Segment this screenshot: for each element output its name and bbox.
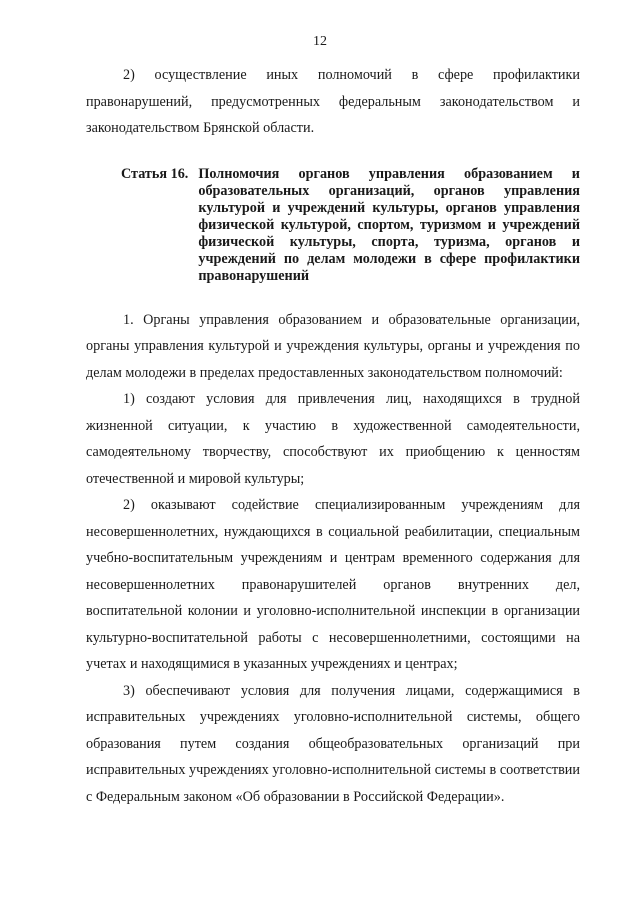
paragraph-1-item-2: 2) оказывают содействие специализированным учреждениям для несовершеннолетних, нуждающихся в социальной реабилитации, специальным учебно-воспитательным учреждениям и центрам временного содержания для несовершеннолетних правонарушителей органов внутренних дел, воспитательной колонии и уголовно-исполнительной инспекции в организации культурно-воспитательной работы с несовершеннолетними, состоящими на учетах и находящимися в указанных учреждениях и центрах;: [86, 497, 580, 672]
page-number: 12: [313, 34, 327, 49]
intro-paragraph: 2) осуществление иных полномочий в сфере профилактики правонарушений, предусмотренных федеральным законодательством и законодательством Брянской области.: [86, 67, 580, 136]
paragraph-1-item-3: 3) обеспечивают условия для получения лицами, содержащимися в исправительных учреждениях уголовно-исполнительной системы, общего образования путем создания общеобразовательных организаций при исправительных учреждениях уголовно-исполнительной системы в соответствии с Федеральным законом «Об образовании в Российской Федерации».: [86, 682, 580, 805]
article-title: Полномочия органов управления образованием и образовательных организаций, органов управления культурой и учреждений культуры, органов управления физической культурой, спортом, туризмом и учреждений физической культуры, спорта, туризма, органов и учреждений по делам молодежи в сфере профилактики правонарушений: [198, 165, 580, 284]
paragraph-1: 1. Органы управления образованием и образовательные организации, органы управления культурой и учреждения культуры, органы и учреждения по делам молодежи в пределах предоставленных законодательством полномочий:: [86, 311, 580, 381]
paragraph-1-item-1: 1) создают условия для привлечения лиц, находящихся в трудной жизненной ситуации, к участию в художественной самодеятельности, самодеятельному творчеству, способствуют их приобщению к ценностям отечественной и мировой культуры;: [86, 391, 580, 487]
article-heading: [121, 166, 580, 285]
article-label: Статья 16.: [121, 165, 189, 182]
document-body: [86, 62, 580, 810]
